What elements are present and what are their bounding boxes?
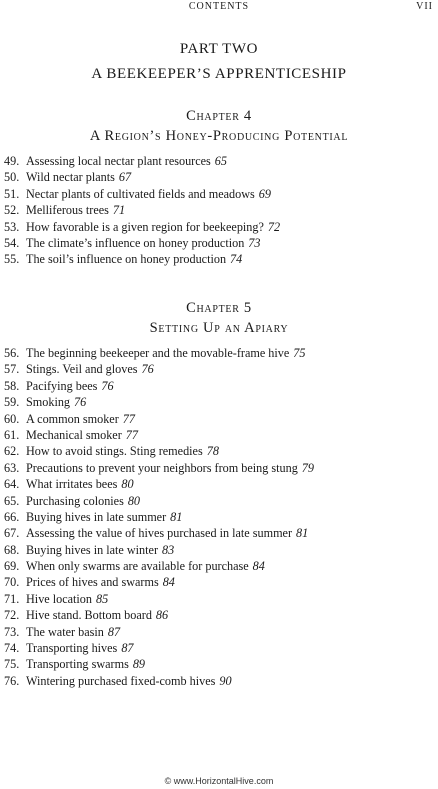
entry-page-number: 77 — [125, 427, 138, 442]
entry-number: 52. — [4, 203, 20, 218]
chapter-label: Chapter 5 — [186, 300, 252, 316]
running-head-title: CONTENTS — [188, 1, 250, 12]
chapter-heading — [0, 106, 438, 146]
toc-entry — [4, 378, 434, 394]
entry-page-number: 76 — [141, 362, 154, 377]
entry-title: How favorable is a given region for beekeeping? — [26, 219, 264, 234]
entry-page-number: 84 — [252, 559, 265, 574]
entry-title: How to avoid stings. Sting remedies — [26, 444, 203, 459]
toc-entry — [4, 558, 434, 574]
entry-number: 56. — [4, 346, 20, 360]
entry-title: Transporting swarms — [26, 657, 129, 672]
toc-entry — [4, 640, 434, 656]
entry-title: Assessing local nectar plant resources — [26, 154, 211, 168]
entry-title: Assessing the value of hives purchased in late summer — [26, 526, 293, 541]
entry-number: 74. — [4, 641, 20, 656]
toc-entry — [4, 427, 434, 443]
entry-number: 70. — [4, 575, 20, 590]
entry-page-number: 76 — [101, 378, 114, 393]
entry-page-number: 85 — [96, 591, 109, 606]
entry-number: 55. — [4, 252, 20, 267]
entry-page-number: 89 — [132, 657, 145, 672]
entry-number: 68. — [4, 542, 20, 557]
entry-title: Pacifying bees — [26, 378, 98, 393]
toc-entry — [4, 443, 434, 459]
entry-page-number: 65 — [214, 154, 227, 168]
chapter-heading — [0, 298, 438, 338]
entry-title: Transporting hives — [26, 641, 118, 656]
running-head-page-number: VII — [416, 1, 433, 12]
entry-title: Melliferous trees — [26, 203, 109, 218]
chapter-title: Setting Up an Apiary — [149, 320, 289, 336]
toc-entry — [4, 202, 434, 218]
entry-title: The climate’s influence on honey production — [26, 235, 245, 250]
entry-title: Hive location — [26, 591, 92, 606]
entry-number: 58. — [4, 378, 20, 393]
part-heading — [0, 37, 438, 87]
entry-number: 59. — [4, 395, 20, 410]
entry-title: The soil’s influence on honey production — [26, 252, 227, 267]
entry-number: 57. — [4, 362, 20, 377]
entry-number: 66. — [4, 509, 20, 524]
chapter-label: Chapter 4 — [186, 108, 252, 124]
part-title: A BEEKEEPER’S APPRENTICESHIP — [91, 66, 347, 82]
toc-entry — [4, 542, 434, 558]
entry-title: Nectar plants of cultivated fields and meadows — [26, 186, 255, 201]
entry-page-number: 74 — [230, 252, 243, 267]
entry-number: 64. — [4, 477, 20, 492]
entry-number: 72. — [4, 608, 20, 623]
toc-entry — [4, 574, 434, 590]
entry-title: What irritates bees — [26, 477, 118, 492]
entry-page-number: 71 — [112, 203, 126, 218]
chapter-entry-list — [4, 345, 434, 689]
entry-page-number: 80 — [121, 477, 134, 492]
toc-entry — [4, 493, 434, 509]
entry-title: Wild nectar plants — [26, 170, 115, 185]
entry-number: 51. — [4, 186, 20, 201]
entry-number: 53. — [4, 219, 20, 234]
entry-title: Buying hives in late summer — [26, 509, 167, 524]
entry-number: 67. — [4, 526, 20, 541]
entry-number: 49. — [4, 154, 20, 168]
entry-page-number: 73 — [248, 235, 261, 250]
entry-page-number: 72 — [267, 219, 281, 234]
entry-number: 61. — [4, 427, 20, 442]
toc-entry — [4, 169, 434, 185]
entry-page-number: 79 — [301, 460, 314, 475]
chapter-entry-list — [4, 153, 434, 268]
toc-entry — [4, 219, 434, 235]
toc-entry — [4, 525, 434, 541]
entry-number: 62. — [4, 444, 20, 459]
entry-number: 65. — [4, 493, 20, 508]
entry-title: Precautions to prevent your neighbors from being stung — [26, 460, 298, 475]
entry-title: The water basin — [26, 624, 104, 639]
entry-page-number: 81 — [296, 526, 309, 541]
entry-title: Stings. Veil and gloves — [26, 362, 138, 377]
entry-page-number: 75 — [293, 346, 306, 360]
entry-page-number: 81 — [170, 509, 183, 524]
chapter-title: A Region’s Honey-Producing Potential — [89, 128, 349, 144]
entry-number: 76. — [4, 673, 20, 688]
toc-entry — [4, 411, 434, 427]
entry-title: Buying hives in late winter — [26, 542, 159, 557]
entry-number: 73. — [4, 624, 20, 639]
toc-entry — [4, 476, 434, 492]
toc-entry — [4, 186, 434, 202]
entry-page-number: 78 — [206, 444, 219, 459]
entry-page-number: 87 — [121, 641, 134, 656]
entry-number: 54. — [4, 235, 20, 250]
entry-page-number: 83 — [162, 542, 175, 557]
entry-page-number: 86 — [155, 608, 169, 623]
entry-page-number: 90 — [219, 673, 232, 688]
toc-entry — [4, 394, 434, 410]
toc-entry — [4, 673, 434, 689]
entry-number: 71. — [4, 591, 20, 606]
entry-title: A common smoker — [26, 411, 119, 426]
entry-page-number: 67 — [118, 170, 132, 185]
toc-entry — [4, 251, 434, 267]
entry-number: 63. — [4, 460, 20, 475]
entry-title: Prices of hives and swarms — [26, 575, 159, 590]
toc-entry — [4, 460, 434, 476]
entry-number: 69. — [4, 559, 20, 574]
entry-number: 60. — [4, 411, 20, 426]
toc-entry — [4, 624, 434, 640]
entry-page-number: 69 — [258, 186, 271, 201]
entry-title: When only swarms are available for purchase — [26, 559, 249, 574]
entry-title: The beginning beekeeper and the movable-frame hive — [26, 346, 290, 360]
entry-title: Hive stand. Bottom board — [26, 608, 152, 623]
entry-title: Wintering purchased fixed-comb hives — [26, 673, 216, 688]
toc-entry — [4, 509, 434, 525]
toc-entry — [4, 656, 434, 672]
entry-title: Purchasing colonies — [26, 493, 124, 508]
toc-entry — [4, 345, 434, 361]
part-number: PART TWO — [179, 41, 259, 57]
toc-entry — [4, 153, 434, 169]
entry-page-number: 87 — [107, 624, 121, 639]
entry-page-number: 76 — [74, 395, 87, 410]
toc-entry — [4, 235, 434, 251]
entry-page-number: 84 — [162, 575, 175, 590]
entry-page-number: 80 — [127, 493, 141, 508]
footer-website: © www.HorizontalHive.com — [164, 776, 274, 786]
entry-title: Smoking — [26, 395, 71, 410]
entry-number: 75. — [4, 657, 20, 672]
running-head — [0, 1, 438, 17]
entry-number: 50. — [4, 170, 20, 185]
toc-entry — [4, 607, 434, 623]
toc-entry — [4, 361, 434, 377]
toc-entry — [4, 591, 434, 607]
entry-page-number: 77 — [122, 411, 135, 426]
entry-title: Mechanical smoker — [26, 427, 122, 442]
